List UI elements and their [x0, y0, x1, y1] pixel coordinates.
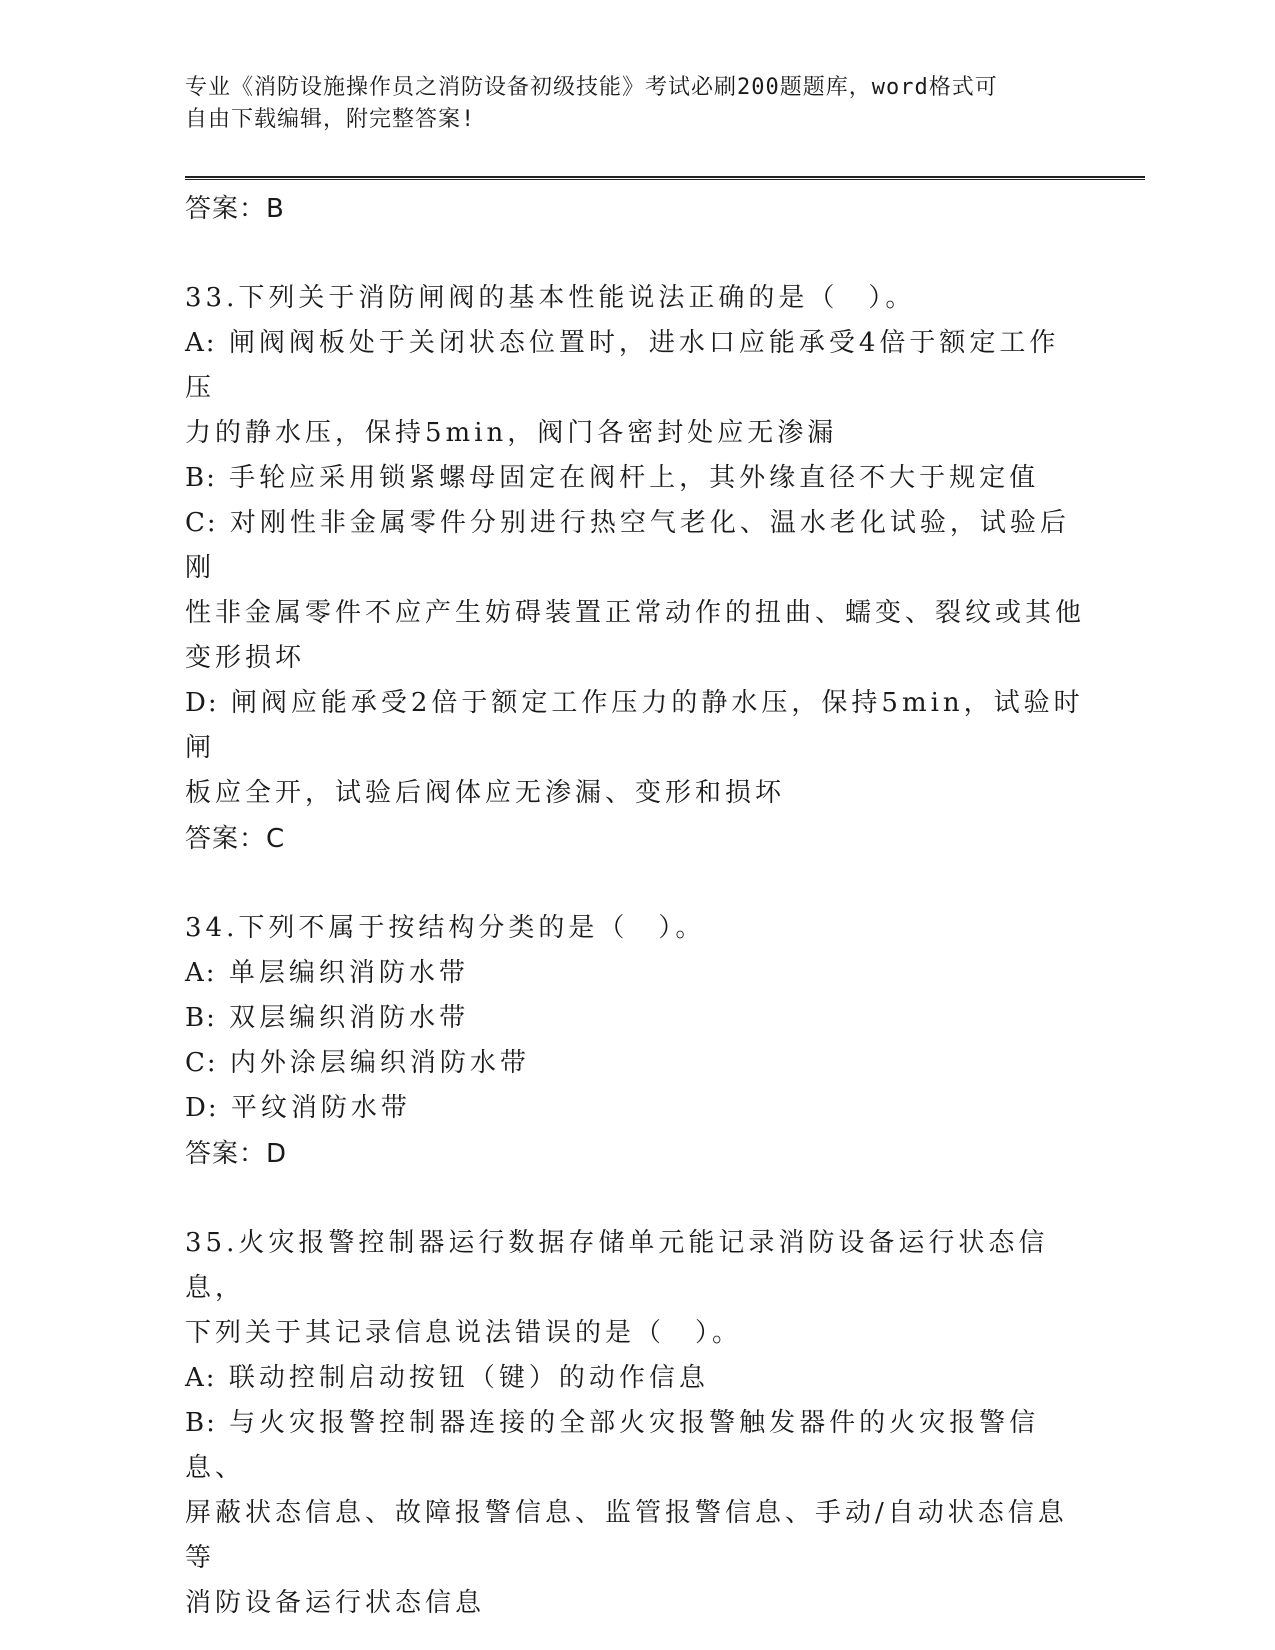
option-c-line-1: C: 对刚性非金属零件分别进行热空气老化、温水老化试验，试验后刚: [185, 508, 1070, 583]
option-a-line-2: 力的静水压，保持5min，阀门各密封处应无渗漏: [185, 418, 838, 448]
question-stem: 34.下列不属于按结构分类的是（ ）。: [185, 913, 706, 943]
answer-33: 答案：C: [185, 824, 286, 854]
question-stem: 33.下列关于消防闸阀的基本性能说法正确的是（ ）。: [185, 283, 916, 313]
option-d-line-2: 板应全开，试验后阀体应无渗漏、变形和损坏: [185, 778, 786, 808]
option-d-line-1: D: 平纹消防水带: [185, 1093, 411, 1123]
option-d-line-1: D: 闸阀应能承受2倍于额定工作压力的静水压，保持5min，试验时闸: [185, 688, 1084, 763]
question-stem-line-2: 下列关于其记录信息说法错误的是（ ）。: [185, 1318, 743, 1348]
option-b-line-1: B: 双层编织消防水带: [185, 1003, 470, 1033]
option-b-line-1: B: 手轮应采用锁紧螺母固定在阀杆上，其外缘直径不大于规定值: [185, 463, 1040, 493]
option-c-line-1: C: 内外涂层编织消防水带: [185, 1048, 530, 1078]
header-divider: [185, 176, 1145, 180]
document-body: [185, 186, 1085, 1626]
document-header: [185, 72, 1065, 136]
option-a-line-1: A: 单层编织消防水带: [185, 958, 469, 988]
header-line-1: 专业《消防设施操作员之消防设备初级技能》考试必刷200题题库，word格式可: [185, 75, 998, 100]
option-b-line-1: B: 与火灾报警控制器连接的全部火灾报警触发器件的火灾报警信息、: [185, 1408, 1040, 1483]
option-a-line-1: A: 联动控制启动按钮（键）的动作信息: [185, 1363, 709, 1393]
question-stem-line-1: 35.火灾报警控制器运行数据存储单元能记录消防设备运行状态信息，: [185, 1228, 1049, 1303]
question-34: [185, 906, 1085, 1177]
option-b-line-3: 消防设备运行状态信息: [185, 1588, 486, 1618]
option-b-line-2: 屏蔽状态信息、故障报警信息、监管报警信息、手动/自动状态信息等: [185, 1498, 1068, 1573]
option-a-line-1: A: 闸阀阀板处于关闭状态位置时，进水口应能承受4倍于额定工作压: [185, 328, 1060, 403]
answer-previous: 答案：B: [185, 194, 285, 224]
answer-34: 答案：D: [185, 1139, 288, 1169]
question-35: [185, 1221, 1085, 1626]
option-c-line-2: 性非金属零件不应产生妨碍装置正常动作的扭曲、蠕变、裂纹或其他: [185, 598, 1086, 628]
option-c-line-3: 变形损坏: [185, 643, 306, 673]
question-33: [185, 276, 1085, 862]
header-line-2: 自由下载编辑，附完整答案!: [185, 107, 476, 132]
